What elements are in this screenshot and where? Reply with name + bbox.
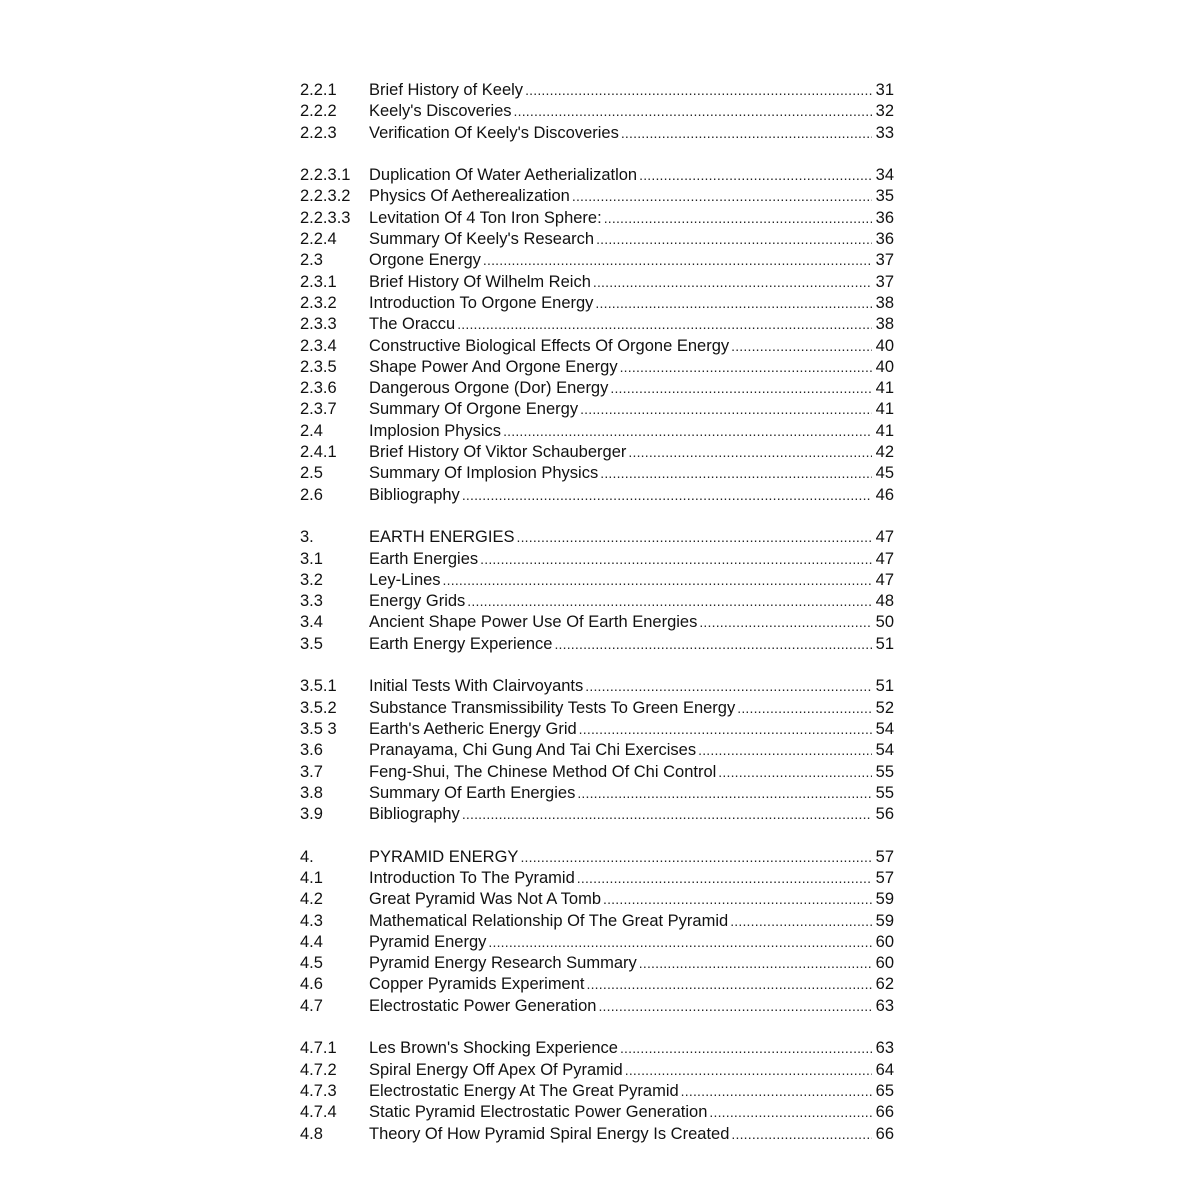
section-number: 2.3.5 bbox=[300, 357, 337, 376]
page-number: 60 bbox=[875, 932, 894, 951]
section-title: Summary Of Implosion Physics bbox=[369, 464, 599, 483]
section-number: 3.9 bbox=[300, 805, 323, 824]
section-title: Theory Of How Pyramid Spiral Energy Is Created bbox=[369, 1124, 730, 1143]
section-number: 2.2.3 bbox=[300, 123, 337, 142]
toc-entry bbox=[300, 336, 894, 357]
toc-group bbox=[300, 1038, 894, 1144]
toc-entry bbox=[300, 591, 894, 612]
toc-group bbox=[300, 676, 894, 825]
toc-entry bbox=[300, 463, 894, 484]
dot-leader bbox=[587, 974, 873, 995]
section-number: 3.5 3 bbox=[300, 719, 337, 738]
page-number: 31 bbox=[875, 81, 894, 99]
dot-leader bbox=[525, 80, 872, 101]
toc-entry bbox=[300, 527, 894, 548]
page-number: 36 bbox=[875, 208, 894, 227]
section-title: The Oraccu bbox=[369, 315, 456, 334]
dot-leader bbox=[514, 101, 872, 122]
page-number: 64 bbox=[875, 1060, 894, 1079]
dot-leader bbox=[620, 1038, 872, 1059]
section-title: Pyramid Energy bbox=[369, 932, 487, 951]
toc-entry bbox=[300, 101, 894, 122]
section-number: 3.5 bbox=[300, 634, 323, 653]
section-title: Introduction To The Pyramid bbox=[369, 868, 575, 887]
section-number: 2.2.1 bbox=[300, 81, 337, 99]
section-number: 4.1 bbox=[300, 868, 323, 887]
section-number: 4. bbox=[300, 847, 314, 866]
page-number: 63 bbox=[875, 1039, 894, 1058]
section-title: Static Pyramid Electrostatic Power Generation bbox=[369, 1103, 708, 1122]
page-number: 47 bbox=[875, 549, 894, 568]
section-number: 2.2.4 bbox=[300, 230, 337, 249]
toc-entry bbox=[300, 549, 894, 570]
section-number: 2.2.3.2 bbox=[300, 187, 351, 206]
page-number: 51 bbox=[875, 677, 894, 696]
section-title: Bibliography bbox=[369, 805, 460, 824]
toc-entry bbox=[300, 80, 894, 101]
section-title: Duplication Of Water Aetherializatlon bbox=[369, 166, 638, 185]
page-number: 40 bbox=[875, 336, 894, 355]
section-title: Spiral Energy Off Apex Of Pyramid bbox=[369, 1060, 623, 1079]
toc-entry bbox=[300, 953, 894, 974]
toc-group bbox=[300, 165, 894, 506]
page-number: 41 bbox=[875, 400, 894, 419]
section-number: 3.8 bbox=[300, 783, 323, 802]
toc-entry bbox=[300, 357, 894, 378]
toc-entry bbox=[300, 974, 894, 995]
page-number: 55 bbox=[875, 762, 894, 781]
toc-entry bbox=[300, 612, 894, 633]
section-title: Mathematical Relationship Of The Great Pyramid bbox=[369, 911, 729, 930]
section-title: Bibliography bbox=[369, 485, 460, 504]
toc-entry bbox=[300, 634, 894, 655]
section-title: Pranayama, Chi Gung And Tai Chi Exercises bbox=[369, 741, 697, 760]
dot-leader bbox=[480, 549, 872, 570]
section-number: 2.3.7 bbox=[300, 400, 337, 419]
toc-group bbox=[300, 80, 894, 144]
dot-leader bbox=[516, 527, 872, 548]
page-number: 37 bbox=[875, 251, 894, 270]
section-number: 4.3 bbox=[300, 911, 323, 930]
section-number: 2.3.1 bbox=[300, 272, 337, 291]
section-number: 2.3.4 bbox=[300, 336, 337, 355]
dot-leader bbox=[593, 272, 872, 293]
dot-leader bbox=[457, 314, 872, 335]
section-title: Pyramid Energy Research Summary bbox=[369, 954, 637, 973]
section-title: Introduction To Orgone Energy bbox=[369, 293, 594, 312]
dot-leader bbox=[503, 421, 872, 442]
section-title: Brief History Of Wilhelm Reich bbox=[369, 272, 591, 291]
dot-leader bbox=[579, 719, 872, 740]
section-title: Earth Energy Experience bbox=[369, 634, 553, 653]
dot-leader bbox=[621, 123, 872, 144]
section-title: Les Brown's Shocking Experience bbox=[369, 1039, 618, 1058]
toc-entry bbox=[300, 676, 894, 697]
section-number: 2.2.3.1 bbox=[300, 166, 351, 185]
dot-leader bbox=[737, 698, 872, 719]
page-number: 35 bbox=[875, 187, 894, 206]
toc-entry bbox=[300, 314, 894, 335]
section-title: Electrostatic Power Generation bbox=[369, 996, 597, 1015]
dot-leader bbox=[731, 1124, 872, 1145]
section-title: Brief History of Keely bbox=[369, 81, 524, 99]
page-number: 59 bbox=[875, 911, 894, 930]
toc-entry bbox=[300, 123, 894, 144]
dot-leader bbox=[628, 442, 872, 463]
page-number: 54 bbox=[875, 719, 894, 738]
dot-leader bbox=[554, 634, 872, 655]
section-number: 2.3.6 bbox=[300, 379, 337, 398]
toc-entry bbox=[300, 740, 894, 761]
toc-entry bbox=[300, 1038, 894, 1059]
dot-leader bbox=[730, 911, 872, 932]
section-number: 4.7.4 bbox=[300, 1103, 337, 1122]
toc-entry bbox=[300, 932, 894, 953]
page-number: 42 bbox=[875, 443, 894, 462]
section-title: Shape Power And Orgone Energy bbox=[369, 357, 618, 376]
toc-entry bbox=[300, 421, 894, 442]
dot-leader bbox=[520, 847, 872, 868]
toc-entry bbox=[300, 570, 894, 591]
section-number: 2.4.1 bbox=[300, 443, 337, 462]
toc-entry bbox=[300, 804, 894, 825]
section-number: 2.3.3 bbox=[300, 315, 337, 334]
toc-entry bbox=[300, 208, 894, 229]
page-number: 40 bbox=[875, 357, 894, 376]
section-number: 2.4 bbox=[300, 421, 323, 440]
page-number: 66 bbox=[875, 1103, 894, 1122]
dot-leader bbox=[610, 378, 872, 399]
section-number: 2.2.2 bbox=[300, 102, 337, 121]
toc-entry bbox=[300, 186, 894, 207]
section-title: Implosion Physics bbox=[369, 421, 502, 440]
page-number: 65 bbox=[875, 1081, 894, 1100]
page-number: 33 bbox=[875, 123, 894, 142]
toc-entry bbox=[300, 889, 894, 910]
toc-entry bbox=[300, 229, 894, 250]
dot-leader bbox=[698, 740, 872, 761]
page-number: 54 bbox=[875, 741, 894, 760]
toc-entry bbox=[300, 485, 894, 506]
section-title: EARTH ENERGIES bbox=[369, 528, 515, 547]
dot-leader bbox=[577, 868, 872, 889]
page-number: 38 bbox=[875, 293, 894, 312]
section-title: Keely's Discoveries bbox=[369, 102, 512, 121]
section-number: 2.3 bbox=[300, 251, 323, 270]
section-number: 3.7 bbox=[300, 762, 323, 781]
section-number: 4.7.3 bbox=[300, 1081, 337, 1100]
page-number: 34 bbox=[875, 166, 894, 185]
dot-leader bbox=[467, 591, 872, 612]
section-number: 4.8 bbox=[300, 1124, 323, 1143]
toc-entry bbox=[300, 293, 894, 314]
toc-entry bbox=[300, 847, 894, 868]
toc-entry bbox=[300, 1124, 894, 1145]
dot-leader bbox=[681, 1081, 872, 1102]
toc-entry bbox=[300, 399, 894, 420]
section-number: 2.5 bbox=[300, 464, 323, 483]
section-title: Brief History Of Viktor Schauberger bbox=[369, 443, 627, 462]
dot-leader bbox=[604, 208, 872, 229]
section-title: Initial Tests With Clairvoyants bbox=[369, 677, 584, 696]
section-number: 2.2.3.3 bbox=[300, 208, 351, 227]
toc-entry bbox=[300, 1081, 894, 1102]
toc-entry bbox=[300, 1060, 894, 1081]
section-number: 4.7.2 bbox=[300, 1060, 337, 1079]
section-number: 2.6 bbox=[300, 485, 323, 504]
toc-entry bbox=[300, 698, 894, 719]
toc-entry bbox=[300, 719, 894, 740]
dot-leader bbox=[577, 783, 872, 804]
dot-leader bbox=[625, 1060, 872, 1081]
dot-leader bbox=[596, 229, 872, 250]
dot-leader bbox=[483, 250, 872, 271]
dot-leader bbox=[718, 762, 872, 783]
section-number: 4.6 bbox=[300, 975, 323, 994]
page-number: 47 bbox=[875, 528, 894, 547]
section-number: 4.2 bbox=[300, 890, 323, 909]
page-number: 50 bbox=[875, 613, 894, 632]
section-number: 4.7 bbox=[300, 996, 323, 1015]
section-number: 4.7.1 bbox=[300, 1039, 337, 1058]
page-number: 63 bbox=[875, 996, 894, 1015]
toc-entry bbox=[300, 272, 894, 293]
page-number: 36 bbox=[875, 230, 894, 249]
section-title: PYRAMID ENERGY bbox=[369, 847, 519, 866]
toc-group bbox=[300, 527, 894, 655]
section-title: Earth Energies bbox=[369, 549, 479, 568]
dot-leader bbox=[699, 612, 872, 633]
page-number: 37 bbox=[875, 272, 894, 291]
dot-leader bbox=[620, 357, 872, 378]
dot-leader bbox=[488, 932, 872, 953]
toc-entry bbox=[300, 996, 894, 1017]
section-number: 3.6 bbox=[300, 741, 323, 760]
toc-group bbox=[300, 847, 894, 1017]
section-title: Energy Grids bbox=[369, 592, 466, 611]
page-number: 52 bbox=[875, 698, 894, 717]
section-title: Feng-Shui, The Chinese Method Of Chi Control bbox=[369, 762, 717, 781]
toc-entry bbox=[300, 250, 894, 271]
page-number: 59 bbox=[875, 890, 894, 909]
page-number: 60 bbox=[875, 954, 894, 973]
toc-entry bbox=[300, 868, 894, 889]
section-title: Ancient Shape Power Use Of Earth Energies bbox=[369, 613, 698, 632]
dot-leader bbox=[595, 293, 872, 314]
section-number: 3.2 bbox=[300, 570, 323, 589]
section-title: Electrostatic Energy At The Great Pyramid bbox=[369, 1081, 679, 1100]
section-title: Summary Of Earth Energies bbox=[369, 783, 576, 802]
page-number: 41 bbox=[875, 379, 894, 398]
page-number: 45 bbox=[875, 464, 894, 483]
section-title: Copper Pyramids Experiment bbox=[369, 975, 585, 994]
toc-entry bbox=[300, 442, 894, 463]
section-number: 3.5.1 bbox=[300, 677, 337, 696]
section-title: Dangerous Orgone (Dor) Energy bbox=[369, 379, 609, 398]
page-number: 57 bbox=[875, 868, 894, 887]
section-title: Constructive Biological Effects Of Orgone Energy bbox=[369, 336, 730, 355]
page-number: 56 bbox=[875, 805, 894, 824]
dot-leader bbox=[639, 165, 872, 186]
page-number: 62 bbox=[875, 975, 894, 994]
dot-leader bbox=[572, 186, 872, 207]
section-title: Physics Of Aetherealization bbox=[369, 187, 570, 206]
toc-entry bbox=[300, 762, 894, 783]
section-number: 3.1 bbox=[300, 549, 323, 568]
page-number: 32 bbox=[875, 102, 894, 121]
toc-entry bbox=[300, 1102, 894, 1123]
section-title: Ley-Lines bbox=[369, 570, 441, 589]
dot-leader bbox=[600, 463, 872, 484]
page-number: 46 bbox=[875, 485, 894, 504]
toc-entry bbox=[300, 783, 894, 804]
page-number: 48 bbox=[875, 592, 894, 611]
toc-entry bbox=[300, 378, 894, 399]
dot-leader bbox=[709, 1102, 872, 1123]
dot-leader bbox=[603, 889, 872, 910]
dot-leader bbox=[462, 485, 872, 506]
dot-leader bbox=[639, 953, 872, 974]
dot-leader bbox=[598, 996, 872, 1017]
section-title: Levitation Of 4 Ton Iron Sphere: bbox=[369, 208, 602, 227]
page-number: 38 bbox=[875, 315, 894, 334]
table-of-contents bbox=[300, 80, 894, 1166]
toc-entry bbox=[300, 911, 894, 932]
page-number: 55 bbox=[875, 783, 894, 802]
page-number: 57 bbox=[875, 847, 894, 866]
dot-leader bbox=[731, 336, 872, 357]
section-title: Earth's Aetheric Energy Grid bbox=[369, 719, 577, 738]
page-number: 66 bbox=[875, 1124, 894, 1143]
section-number: 4.4 bbox=[300, 932, 323, 951]
dot-leader bbox=[585, 676, 872, 697]
section-number: 3.5.2 bbox=[300, 698, 337, 717]
section-number: 3.3 bbox=[300, 592, 323, 611]
dot-leader bbox=[443, 570, 872, 591]
section-number: 3.4 bbox=[300, 613, 323, 632]
section-title: Verification Of Keely's Discoveries bbox=[369, 123, 619, 142]
page-number: 41 bbox=[875, 421, 894, 440]
section-title: Summary Of Keely's Research bbox=[369, 230, 595, 249]
dot-leader bbox=[462, 804, 872, 825]
toc-entry bbox=[300, 165, 894, 186]
page-number: 51 bbox=[875, 634, 894, 653]
section-number: 4.5 bbox=[300, 954, 323, 973]
section-number: 2.3.2 bbox=[300, 293, 337, 312]
page-number: 47 bbox=[875, 570, 894, 589]
section-number: 3. bbox=[300, 528, 314, 547]
section-title: Summary Of Orgone Energy bbox=[369, 400, 579, 419]
dot-leader bbox=[580, 399, 872, 420]
section-title: Orgone Energy bbox=[369, 251, 481, 270]
section-title: Substance Transmissibility Tests To Green Energy bbox=[369, 698, 736, 717]
section-title: Great Pyramid Was Not A Tomb bbox=[369, 890, 601, 909]
